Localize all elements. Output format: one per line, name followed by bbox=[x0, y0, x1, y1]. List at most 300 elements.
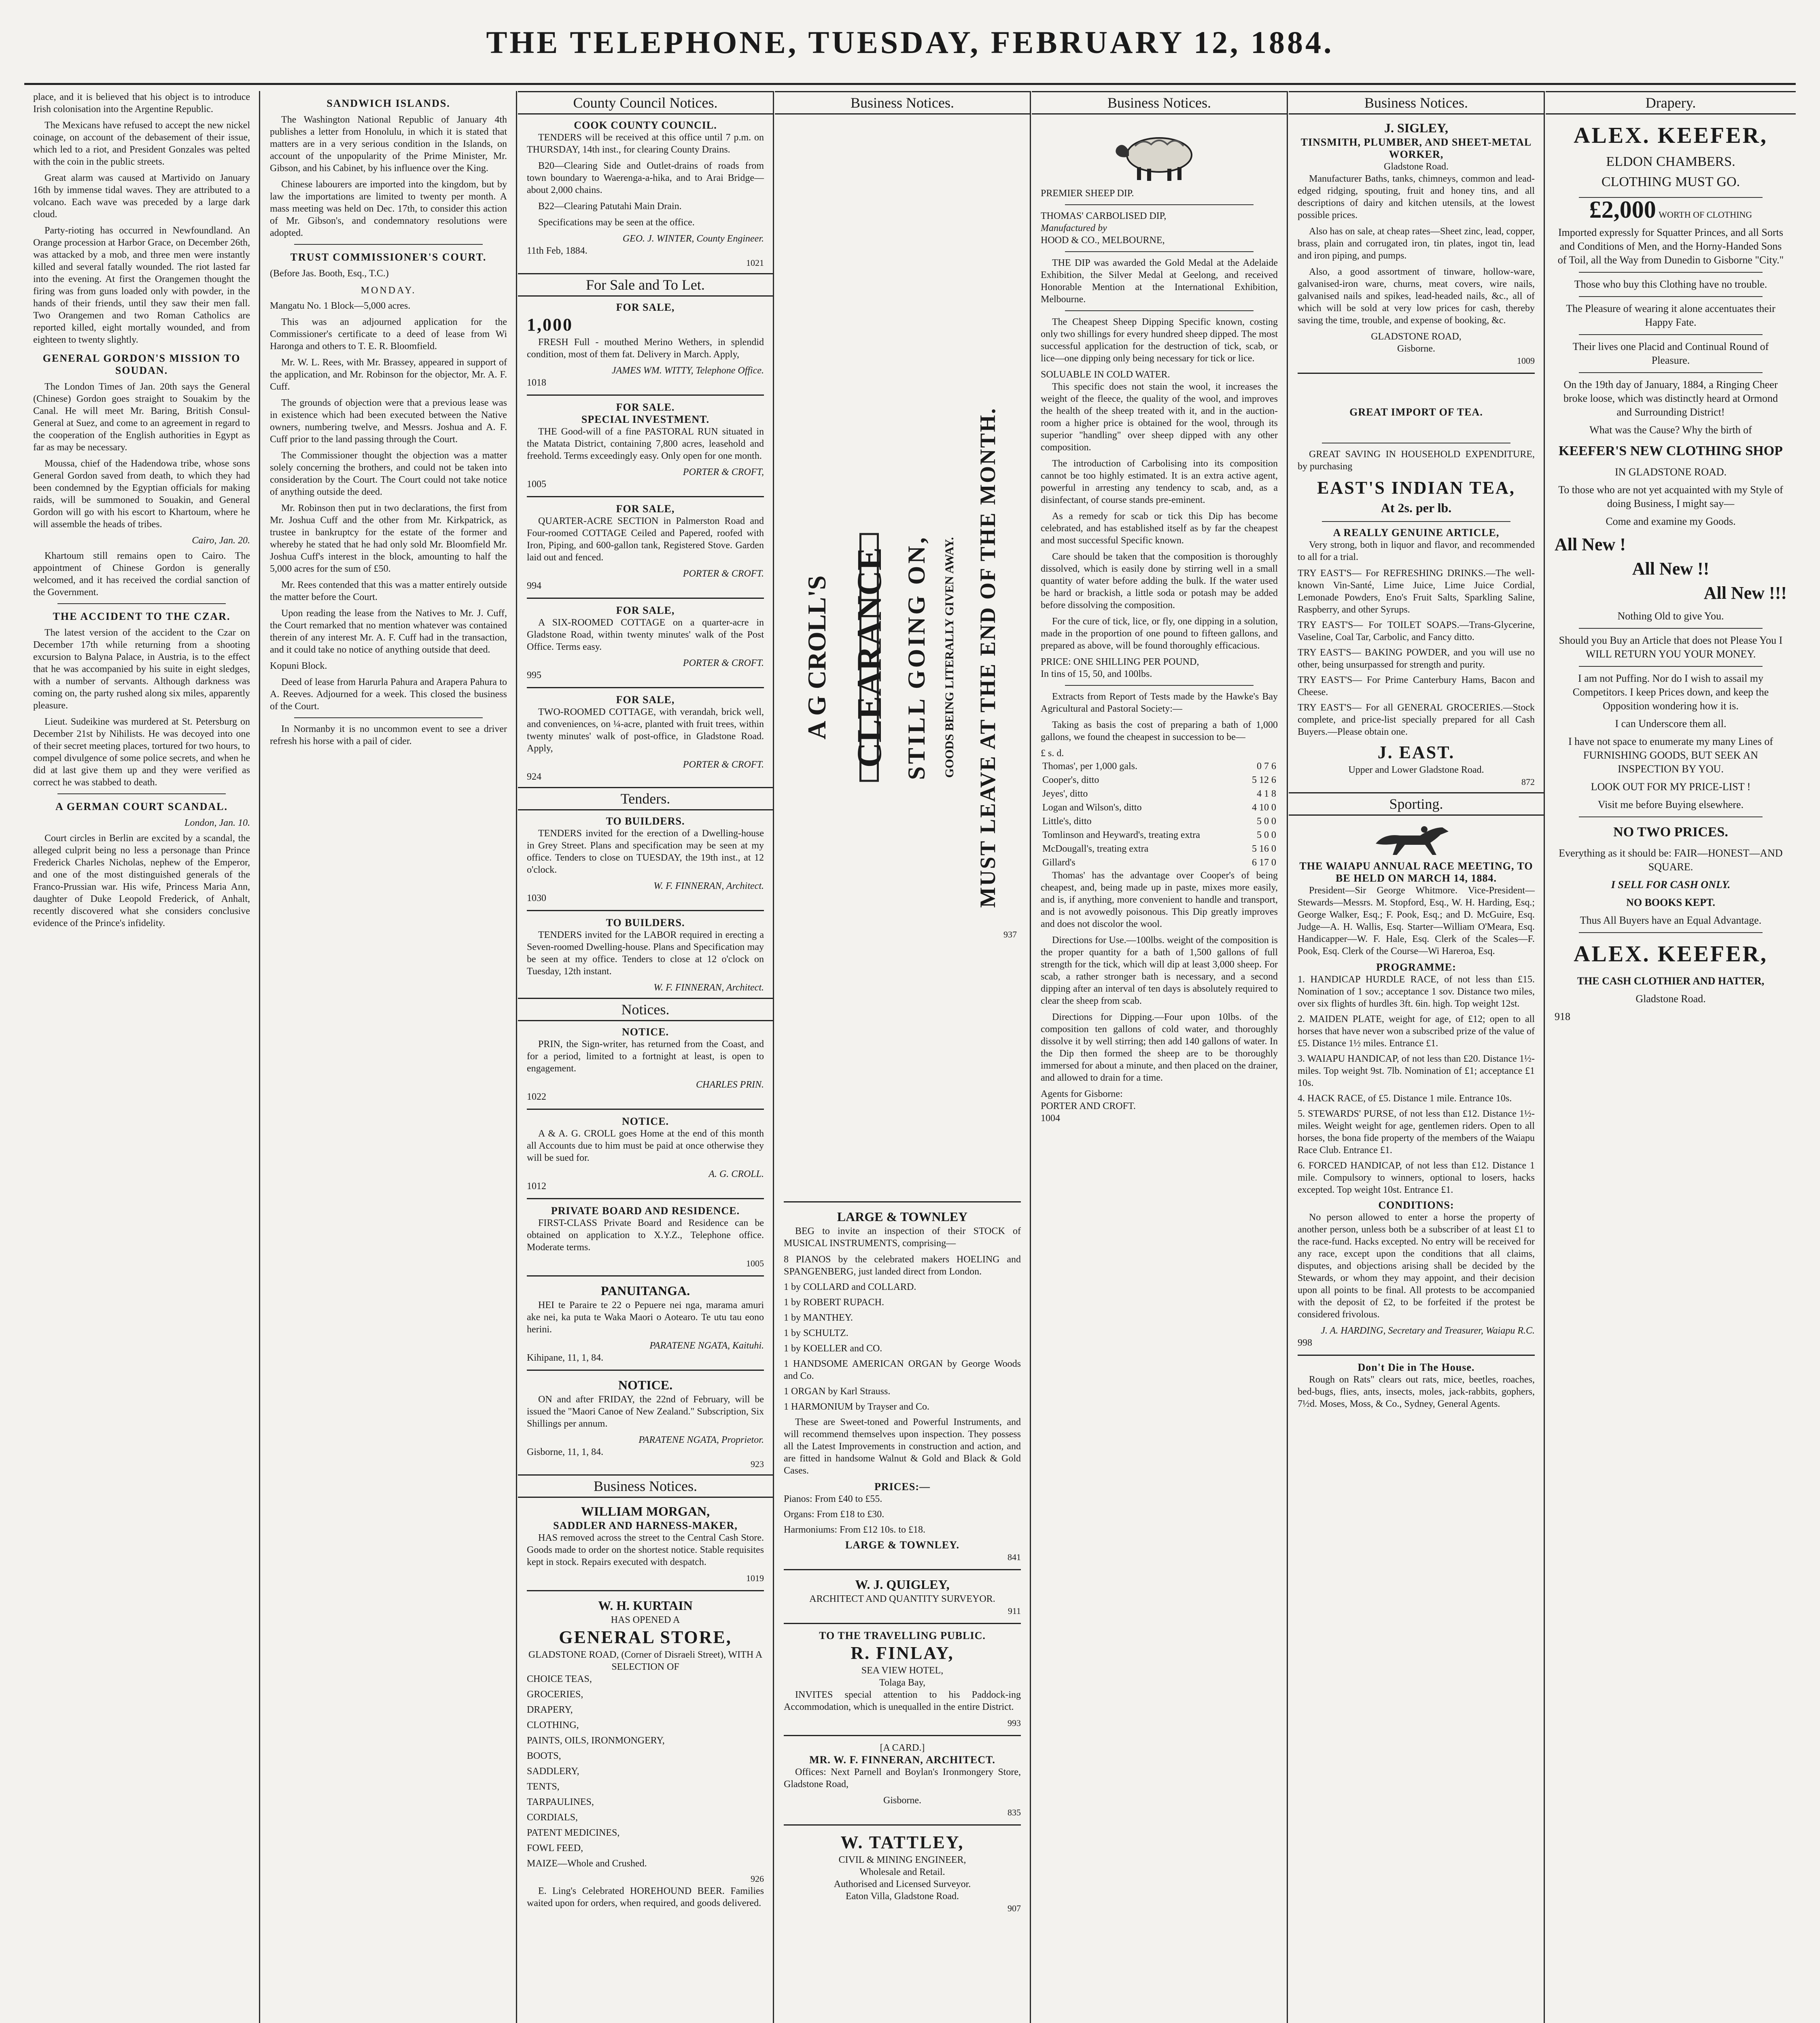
ad-big: 1,000 bbox=[527, 315, 573, 335]
price-table-value: 4 1 8 bbox=[1257, 789, 1276, 799]
race-programme-item: 4. HACK RACE, of £5. Distance 1 mile. Entrance 10s. bbox=[1298, 1093, 1512, 1104]
article-paragraph: Lieut. Sudeikine was murdered at St. Petersburg on December 21st by Nihilists. He was decoyed into one of their secret meeting places, tortured for two hours, to compel divulgence of some police secrets, and when he did at last give them up and they were verified as correct he was stabbed to death. bbox=[33, 717, 250, 788]
ad-header: FOR SALE, bbox=[616, 604, 675, 616]
ad-header: GREAT IMPORT OF TEA. bbox=[1349, 406, 1483, 418]
drapery-text: Come and examine my Goods. bbox=[1606, 515, 1736, 527]
store-item: CLOTHING, bbox=[527, 1720, 579, 1730]
ad-east-tea bbox=[1298, 406, 1535, 788]
ad-separator bbox=[1579, 666, 1763, 667]
ad-county-council bbox=[527, 119, 764, 269]
ad-sale-cottage bbox=[527, 604, 764, 681]
ad-text: Very strong, both in liquor and flavor, and recommended to all for a trial. bbox=[1298, 540, 1535, 562]
drapery-text: Nothing Old to give You. bbox=[1617, 610, 1724, 622]
column-rule bbox=[1544, 91, 1545, 2023]
court-block: Mangatu No. 1 Block—5,000 acres. bbox=[270, 301, 411, 311]
store-item: MAIZE—Whole and Crushed. bbox=[527, 1858, 647, 1869]
ad-number: 911 bbox=[1008, 1606, 1021, 1616]
sheep-icon bbox=[1113, 127, 1206, 183]
drapery-text: Should you Buy an Article that does not Please You I WILL RETURN YOU YOUR MONEY. bbox=[1559, 634, 1783, 660]
article-paragraph: Court circles in Berlin are excited by a scandal, the alleged culprit being no less a personage than Prince Frederick Charles Nicholas, nephew of the Emperor, and one of the most distinguished generals of the Franco-Prussian war. His wife, Princess Maria Ann, daughter of Duke Leopold Frederick, of Anhalt, recently discovered what she considers conclusive evidence of the Prince's infidelity. bbox=[33, 833, 250, 929]
article-heading: THE ACCIDENT TO THE CZAR. bbox=[53, 611, 231, 622]
ad-date: Gisborne, 11, 1, 84. bbox=[527, 1447, 604, 1457]
drapery-text: I am not Puffing. Nor do I wish to assail my Competitors. I keep Prices down, and keep the Opposition wondering how it is. bbox=[1572, 672, 1769, 712]
ad-tender-2 bbox=[527, 917, 764, 994]
ad-separator bbox=[1065, 685, 1254, 686]
ad-text: Taking as basis the cost of preparing a bath of 1,000 gallons, we found the cheapest in succession to be— bbox=[1041, 720, 1278, 742]
ad-text: TWO-ROOMED COTTAGE, with verandah, brick well, and conveniences, on ¼-acre, planted with fruit trees, within twenty minutes' walk of post-office, in Gladstone Road. Apply, bbox=[527, 707, 764, 754]
ad-separator bbox=[527, 1590, 764, 1591]
ad-number: 926 bbox=[751, 1874, 764, 1884]
ad-header: SADDLER AND HARNESS-MAKER, bbox=[553, 1520, 738, 1531]
ad-text: A SIX-ROOMED COTTAGE on a quarter-acre in Gladstone Road, within twenty minutes' walk of the Post Office. Terms easy. bbox=[527, 617, 764, 652]
ad-address: Upper and Lower Gladstone Road. bbox=[1348, 765, 1484, 775]
article-heading: A GERMAN COURT SCANDAL. bbox=[55, 801, 228, 812]
dateline: Cairo, Jan. 20. bbox=[192, 535, 250, 546]
ad-name: MR. W. F. FINNERAN, ARCHITECT. bbox=[809, 1754, 995, 1766]
drapery-text: Thus All Buyers have an Equal Advantage. bbox=[1580, 914, 1762, 926]
price-table-value: 0 7 6 bbox=[1257, 761, 1276, 772]
ad-signature: PORTER & CROFT. bbox=[683, 759, 764, 770]
article-separator bbox=[294, 717, 483, 718]
article-paragraph: The London Times of Jan. 20th says the General (Chinese) Gordon goes straight to Souakim by the Canal. He will meet Mr. Baring, British Consul-General at Suez, and come to an agreement in regard to the cooperation of the English authorities in Egypt as far as may be necessary. bbox=[33, 382, 250, 453]
ad-header: FOR SALE, bbox=[616, 503, 675, 515]
ad-header: CONDITIONS: bbox=[1378, 1199, 1454, 1211]
ad-text: TENDERS invited for the erection of a Dwelling-house in Grey Street. Plans and specification may be seen at my office. Tenders to close on TUESDAY, the 19th inst., at 12 o'clock. bbox=[527, 828, 764, 875]
article-separator bbox=[57, 603, 226, 604]
ad-subheader: SEA VIEW HOTEL, bbox=[861, 1665, 944, 1676]
ad-header: PRICES:— bbox=[874, 1481, 930, 1493]
price-table-name: Thomas', per 1,000 gals. bbox=[1042, 761, 1137, 772]
ad-panuitanga bbox=[527, 1282, 764, 1364]
ad-number: 1004 bbox=[1041, 1113, 1060, 1124]
ad-separator bbox=[784, 1569, 1021, 1570]
ad-sale-wethers bbox=[527, 301, 764, 389]
ad-number: 924 bbox=[527, 772, 541, 782]
ad-number: 995 bbox=[527, 670, 541, 681]
keefer-worth-amount: £2,000 bbox=[1589, 196, 1656, 223]
ad-name: WILLIAM MORGAN, bbox=[581, 1504, 710, 1518]
ad-number: 872 bbox=[1521, 777, 1535, 787]
ad-morgan bbox=[527, 1503, 764, 1584]
ad-separator bbox=[1579, 932, 1763, 933]
rotated-clearance: CLEARANCE bbox=[859, 533, 879, 782]
drapery-text: Visit me before Buying elsewhere. bbox=[1597, 799, 1744, 810]
article-paragraph: Party-rioting has occurred in Newfoundland. An Orange procession at Harbor Grace, on December 26th, was attacked by a mob, and three men were instantly killed and several fatally wounded. The riot lasted far into the evening. At first the Orangemen thought the firing was from guns loaded only with powder, in the hands of their friends, until they saw their men fall. Two Orangemen and two Roman Catholics are reported killed, eight mortally wounded, and from eighteen to twenty slightly. bbox=[33, 225, 250, 345]
drapery-text: IN GLADSTONE ROAD. bbox=[1614, 466, 1727, 478]
race-programme-item: 3. WAIAPU HANDICAP, of not less than £20. Distance 1½-miles. Top weight 9st. 7lb. Nomination of £1; acceptance £1 10s. bbox=[1298, 1054, 1535, 1088]
ad-text: THE DIP was awarded the Gold Medal at the Adelaide Exhibition, the Silver Medal at Geelong, and received Honorable Mention at the International Exhibition, Melbourne. bbox=[1041, 258, 1278, 305]
ad-separator bbox=[1579, 816, 1763, 817]
ad-date: Kihipane, 11, 1, 84. bbox=[527, 1353, 604, 1363]
ad-agent-label: Agents for Gisborne: bbox=[1041, 1089, 1123, 1099]
ad-signature: JAMES WM. WITTY, Telephone Office. bbox=[611, 365, 764, 376]
price-table bbox=[1041, 759, 1278, 869]
ad-item-list bbox=[527, 1673, 764, 1870]
ad-notice-canoe bbox=[527, 1376, 764, 1470]
section-heading: County Council Notices. bbox=[518, 91, 773, 115]
ad-header: TINSMITH, PLUMBER, AND SHEET-METAL WORKER, bbox=[1300, 136, 1532, 160]
ad-text: PRIN, the Sign-writer, has returned from the Coast, and for a period, limited to a fortnight at least, is open to engagement. bbox=[527, 1039, 764, 1074]
column-news-2 bbox=[261, 91, 516, 2023]
ad-number: 918 bbox=[1555, 1011, 1570, 1022]
ad-text: Also has on sale, at cheap rates—Sheet zinc, lead, copper, brass, plain and corrugated iron, tin plates, ingot tin, lead and iron piping, and pumps. bbox=[1298, 226, 1535, 261]
ad-text: Rough on Rats" clears out rats, mice, beetles, roaches, bed-bugs, flies, ants, insects, moles, jack-rabbits, gophers, 7½d. Moses, Moss, & Co., Sydney, General Agents. bbox=[1298, 1374, 1535, 1409]
try-east-item: TRY EAST'S— For TOILET SOAPS.—Trans-Glycerine, Vaseline, Coal Tar, Carbolic, and Fancy ditto. bbox=[1298, 620, 1535, 643]
store-item: PAINTS, OILS, IRONMONGERY, bbox=[527, 1735, 665, 1746]
ad-signature: CHARLES PRIN. bbox=[696, 1079, 764, 1090]
ad-item-list bbox=[1298, 567, 1535, 738]
price-table-name: Tomlinson and Heyward's, treating extra bbox=[1042, 830, 1200, 840]
price-table-name: Cooper's, ditto bbox=[1042, 775, 1099, 785]
ad-place: Gisborne. bbox=[1397, 344, 1435, 354]
price-table-name: Gillard's bbox=[1042, 857, 1075, 868]
ad-quigley bbox=[784, 1576, 1021, 1617]
ad-text: HAS removed across the street to the Central Cash Store. Goods made to order on the shortest notice. Stable requisites kept in stock. Repairs executed with despatch. bbox=[527, 1533, 764, 1567]
race-programme-item: 6. FORCED HANDICAP, of not less than £12. Distance 1 mile. Compulsory to winners, optional to losers, hacks excepted. Top weight 10st. Entrance £1. bbox=[1298, 1160, 1535, 1195]
section-heading: Business Notices. bbox=[1032, 91, 1287, 115]
article-heading: GENERAL GORDON'S MISSION TO SOUDAN. bbox=[42, 352, 241, 376]
ad-separator bbox=[1579, 272, 1763, 273]
price-item: Harmoniums: From £12 10s. to £18. bbox=[784, 1525, 926, 1535]
section-heading: Business Notices. bbox=[775, 91, 1030, 115]
ad-maker: HOOD & CO., MELBOURNE, bbox=[1041, 235, 1165, 246]
article-paragraph: This was an adjourned application for the Commissioner's certificate to a deed of lease from Wi Haronga and others to T. E. R. Bloomfield. bbox=[270, 317, 507, 352]
ad-header: PRIVATE BOARD AND RESIDENCE. bbox=[551, 1205, 740, 1217]
article-paragraph: Mr. Robinson then put in two declarations, the first from Mr. Joshua Cuff and the other from Mr. Kirkpatrick, as trustee in bankruptcy for the estate of the former and whereby he stated that he had only sold Mr. Bloomfield Mr. Joshua Cuff's interest in the block, amounting to half the 5,000 acres for the sum of £50. bbox=[270, 503, 507, 574]
drapery-text: LOOK OUT FOR MY PRICE-LIST ! bbox=[1591, 781, 1751, 793]
instrument-item: 8 PIANOS by the celebrated makers HOELING and SPANGENBERG, just landed direct from London. bbox=[784, 1254, 1021, 1277]
price-table-value: 5 16 0 bbox=[1252, 844, 1276, 854]
keefer-worth bbox=[1555, 196, 1787, 223]
ad-header: FOR SALE, bbox=[616, 694, 675, 706]
column-rule bbox=[1287, 91, 1288, 2023]
instrument-item: 1 by SCHULTZ. bbox=[784, 1328, 848, 1338]
article-paragraph: Mr. W. L. Rees, with Mr. Brassey, appeared in support of the application, and Mr. Robinson for the objector, Mr. A. F. Cuff. bbox=[270, 357, 507, 392]
ad-separator bbox=[784, 1824, 1021, 1826]
ad-separator bbox=[527, 1198, 764, 1199]
ad-separator bbox=[527, 496, 764, 497]
ad-separator bbox=[527, 1275, 764, 1277]
store-item: CORDIALS, bbox=[527, 1812, 578, 1823]
store-item: GROCERIES, bbox=[527, 1689, 583, 1700]
ad-price-list bbox=[784, 1493, 1021, 1536]
ad-separator bbox=[784, 1201, 1021, 1202]
article-paragraph: The Commissioner thought the objection was a matter solely concerning the brothers, and could not be taken into consideration by the Court. The Court could not take notice of anything outside the deed. bbox=[270, 450, 507, 497]
ad-number: 1019 bbox=[746, 1573, 764, 1583]
masthead-rule bbox=[24, 83, 1796, 85]
ad-separator bbox=[1065, 204, 1254, 205]
ad-text: TENDERS will be received at this office until 7 p.m. on THURSDAY, 14th inst., for clearing County Drains. bbox=[527, 132, 764, 155]
price-table-row bbox=[1041, 856, 1278, 869]
instrument-item: 1 by MANTHEY. bbox=[784, 1313, 853, 1323]
column-ads-sheep-dip bbox=[1032, 91, 1287, 2023]
article-paragraph: The Washington National Republic of January 4th publishes a letter from Honolulu, in which it is stated that matters are in a very serious condition in the Islands, on account of the unpopularity of the Prime Minister, Mr. Gibson, and his Cabinet, by his influence over the King. bbox=[270, 115, 507, 174]
ad-text: These are Sweet-toned and Powerful Instruments, and will recommend themselves upon inspection. They possess all the Latest Improvements in construction and action, and are fitted in handsome Walnut & Gold and Black & Gold Cases. bbox=[784, 1417, 1021, 1476]
ad-subheader: THOMAS' CARBOLISED DIP, bbox=[1041, 211, 1167, 221]
ad-subheader: HAS OPENED A bbox=[611, 1615, 680, 1625]
instrument-item: 1 HANDSOME AMERICAN ORGAN by George Woods and Co. bbox=[784, 1359, 1021, 1381]
ad-number: 923 bbox=[751, 1459, 764, 1469]
ad-text: QUARTER-ACRE SECTION in Palmerston Road and Four-roomed COTTAGE Ceiled and Papered, roofed with Iron, Piping, and 600-gallon tank, Registered Stove. Garden laid out and fenced. bbox=[527, 516, 764, 563]
keefer-worth-sub: WORTH OF CLOTHING bbox=[1659, 210, 1752, 220]
ad-text: BEG to invite an inspection of their STOCK of MUSICAL INSTRUMENTS, comprising— bbox=[784, 1226, 1021, 1249]
ad-text: Directions for Dipping.—Four upon 10lbs. of the composition ten gallons of cold water, and thoroughly dissolve it by well stirring; then add 140 gallons of water. In the Dip then formed the sheep are to be thoroughly immersed for about a minute, and then placed on the drainer, and allowed to drain for a time. bbox=[1041, 1012, 1278, 1083]
court-block: Kopuni Block. bbox=[270, 661, 327, 671]
dateline: London, Jan. 10. bbox=[185, 818, 250, 828]
column-rule bbox=[259, 91, 260, 2023]
ad-text: THE Good-will of a fine PASTORAL RUN situated in the Matata District, containing 7,800 acres, leasehold and freehold. Terms exceedingly easy. Only open for one month. bbox=[527, 426, 764, 461]
ad-place: Tolaga Bay, bbox=[879, 1677, 926, 1688]
ad-name: R. FINLAY, bbox=[851, 1643, 954, 1663]
ad-text: As a remedy for scab or tick this Dip has become celebrated, and has established itself as by far the cheapest and most successful Specific known. bbox=[1041, 511, 1278, 546]
court-subtitle: (Before Jas. Booth, Esq., T.C.) bbox=[270, 268, 389, 279]
ad-race-meeting bbox=[1298, 860, 1535, 1349]
ad-large-townley bbox=[784, 1208, 1021, 1563]
ad-text: FRESH Full - mouthed Merino Wethers, in splendid condition, most of them fat. Delivery in March. Apply, bbox=[527, 337, 764, 360]
ad-sale-section bbox=[527, 503, 764, 592]
ad-text: The Cheapest Sheep Dipping Specific known, costing only two shillings for every hundred sheep dipped. The most successful application for the destruction of tick, scab, or lice—one dipping only being necessary for tick or lice. bbox=[1041, 317, 1278, 364]
drapery-text: I SELL FOR CASH ONLY. bbox=[1611, 879, 1731, 891]
ad-separator bbox=[527, 394, 764, 396]
ad-text: Manufacturer Baths, tanks, chimneys, common and lead-edged ridging, spouting, fruit and honey tins, and all descriptions of dairy and kitchen utensils, at the lowest possible prices. bbox=[1298, 174, 1535, 221]
ad-header: A REALLY GENUINE ARTICLE, bbox=[1333, 527, 1500, 539]
ad-header: THE WAIAPU ANNUAL RACE MEETING, TO BE HELD ON MARCH 14, 1884. bbox=[1299, 860, 1533, 884]
newspaper-title: THE TELEPHONE, TUESDAY, FEBRUARY 12, 1884. bbox=[486, 25, 1334, 60]
ad-text: Care should be taken that the composition is thoroughly dissolved, which is easily done by stirring well in a small quantity of water before adding the bulk. If the water used be hard or brackish, a little soda or potash may be added before dissolving the composition. bbox=[1041, 551, 1278, 611]
ad-subheader: CIVIL & MINING ENGINEER, bbox=[838, 1855, 966, 1865]
article-paragraph: Moussa, chief of the Hadendowa tribe, whose sons General Gordon saved from death, to which they had been condemned by the Egyptian officials for making raids, will be summoned to Souakin, and General Gordon will go with his escort to Khartoum, where he will assemble the heads of tribes. bbox=[33, 458, 250, 530]
ad-header: PRICE: ONE SHILLING PER POUND, bbox=[1041, 657, 1199, 667]
instrument-item: 1 ORGAN by Karl Strauss. bbox=[784, 1386, 891, 1397]
ad-separator bbox=[527, 598, 764, 599]
masthead bbox=[0, 24, 1820, 85]
article-paragraph: In Normanby it is no uncommon event to see a driver refresh his horse with a pail of cider. bbox=[270, 724, 507, 746]
drapery-text: On the 19th day of January, 1884, a Ringing Cheer broke loose, which was distinctly heard at Ormond and Surrounding District! bbox=[1563, 379, 1778, 418]
ad-separator bbox=[1298, 373, 1535, 374]
ad-rough-on-rats bbox=[1298, 1361, 1535, 1410]
drapery-text: To those who are not yet acquainted with my Style of doing Business, I might say— bbox=[1558, 484, 1783, 509]
ad-header: [A CARD.] bbox=[880, 1743, 925, 1753]
race-programme-item: 1. HANDICAP HURDLE RACE, of not less than £15. Nomination of 1 sov.; acceptance 1 sov. Distance two miles, over six flights of hurdles 3ft. 6in. high. Top weight 12st. bbox=[1298, 974, 1535, 1009]
ad-big: GENERAL STORE, bbox=[559, 1627, 732, 1647]
column-rule bbox=[516, 91, 517, 2023]
ad-text: Also, a good assortment of tinware, hollow-ware, galvanised-iron ware, churns, meat covers, wire nails, galvanised nails and spikes, lead-headed nails, &c., all of which will be sold at very low prices for cash, thereby saving the time, trouble, and expense of booking, &c. bbox=[1298, 267, 1535, 326]
ad-number: 1030 bbox=[527, 893, 546, 903]
ad-text: TENDERS invited for the LABOR required in erecting a Seven-roomed Dwelling-house. Plans and Specification may be seen at my office. Tenders to close at 12 o'clock on Tuesday, 12th instant. bbox=[527, 930, 764, 977]
instrument-item: 1 HARMONIUM by Trayser and Co. bbox=[784, 1402, 930, 1412]
ad-name: W. J. QUIGLEY, bbox=[855, 1577, 950, 1592]
price-table-row bbox=[1041, 801, 1278, 814]
ad-name: J. SIGLEY, bbox=[1384, 121, 1448, 135]
ad-signature: A. G. CROLL. bbox=[708, 1169, 764, 1179]
all-new-3: All New !!! bbox=[1703, 583, 1787, 603]
keefer-signature-address: Gladstone Road. bbox=[1635, 993, 1706, 1005]
ad-subheader: In tins of 15, 50, and 100lbs. bbox=[1041, 669, 1152, 679]
ad-signature: GEO. J. WINTER, County Engineer. bbox=[622, 233, 764, 244]
racehorse-icon bbox=[1364, 821, 1469, 858]
ad-number: 1018 bbox=[527, 377, 546, 388]
ad-separator bbox=[1579, 334, 1763, 335]
ad-address: Eaton Villa, Gladstone Road. bbox=[845, 1891, 959, 1902]
drapery-text: The Pleasure of wearing it alone accentuates their Happy Fate. bbox=[1566, 303, 1775, 328]
ad-subheader: Manufactured by bbox=[1041, 223, 1107, 233]
rotated-still-going: STILL GOING ON, bbox=[903, 535, 930, 780]
price-table-row bbox=[1041, 787, 1278, 801]
ad-title: PREMIER SHEEP DIP. bbox=[1041, 188, 1134, 199]
price-item: Pianos: From £40 to £55. bbox=[784, 1494, 882, 1504]
instrument-item: 1 by ROBERT RUPACH. bbox=[784, 1297, 884, 1308]
ad-price: At 2s. per lb. bbox=[1381, 500, 1452, 515]
keefer-signature-name: ALEX. KEEFER, bbox=[1574, 942, 1768, 967]
ad-signature: PARATENE NGATA, Proprietor. bbox=[638, 1435, 764, 1445]
ad-separator bbox=[784, 1735, 1021, 1736]
drapery-text: I have not space to enumerate my many Lines of FURNISHING GOODS, BUT SEEK AN INSPECTION BY YOU. bbox=[1568, 736, 1773, 775]
ad-header: TO BUILDERS. bbox=[606, 917, 685, 929]
try-east-item: TRY EAST'S— For all GENERAL GROCERIES.—Stock complete, and price-list specially prepared for all Cash Buyers.—Please obtain one. bbox=[1298, 702, 1535, 737]
ad-text: Directions for Use.—100lbs. weight of the composition is the proper quantity for a bath of 1,500 gallons of full strength for the tick, which will dip at least 3,000 sheep. For scab, a rather stronger bath is necessary, and a second dipping after an interval of ten days is absolutely required to clear the sheep from scab. bbox=[1041, 935, 1278, 1006]
ad-sale-run bbox=[527, 401, 764, 490]
ad-signature: PARATENE NGATA, Kaituhi. bbox=[649, 1340, 764, 1351]
article-paragraph: Deed of lease from Harurla Pahura and Arapera Pahura to A. Reeves. Adjourned for a week. This closed the business of the Court. bbox=[270, 677, 507, 712]
ad-number: 835 bbox=[1008, 1807, 1021, 1817]
race-programme-item: 5. STEWARDS' PURSE, of not less than £12. Distance 1½-miles. Weight weight for age, gentlemen riders. Open to all horses, the bona fide property of the members of the Waiapu Race Club. Entrance £1. bbox=[1298, 1109, 1535, 1156]
ad-number: 1005 bbox=[746, 1258, 764, 1268]
ad-header: TO THE TRAVELLING PUBLIC. bbox=[819, 1630, 986, 1641]
ad-number: 907 bbox=[1008, 1903, 1021, 1913]
ad-finlay bbox=[784, 1630, 1021, 1729]
drapery-text: What was the Cause? Why the birth of bbox=[1589, 424, 1752, 436]
price-table-name: Logan and Wilson's, ditto bbox=[1042, 802, 1142, 813]
ad-header: PROGRAMME: bbox=[1376, 961, 1456, 973]
ad-text: The introduction of Carbolising into its composition cannot be too highly estimated. It is an extra active agent, powerful in arresting any tendency to scab, and, as a disinfectant, of course stands pre-eminent. bbox=[1041, 458, 1278, 505]
price-table-row bbox=[1041, 828, 1278, 842]
ad-sale-two-roomed bbox=[527, 694, 764, 783]
article-paragraph: The latest version of the accident to the Czar on December 17th while returning from a shooting excursion to Balyna Palace, in Austria, is to the effect that he was accompanied by his suite in eight sledges, with a number of servants. Although darkness was coming on, the party rushed along six miles, apparently pleasure. bbox=[33, 628, 250, 711]
article-paragraph: place, and it is believed that his object is to introduce Irish colonisation into the Argentine Republic. bbox=[33, 92, 250, 115]
ad-tattley bbox=[784, 1831, 1021, 1915]
ad-header: SOLUABLE IN COLD WATER. bbox=[1041, 369, 1170, 380]
article-paragraph: Khartoum still remains open to Cairo. The appointment of Chinese Gordon is generally welcomed, and it has received the cordial sanction of the Government. bbox=[33, 551, 250, 598]
column-news-1 bbox=[24, 91, 259, 2023]
race-programme-item: 2. MAIDEN PLATE, weight for age, of £12; open to all horses that have never won a subscribed prize of the value of £5. Distance 1½ miles. Entrance £1. bbox=[1298, 1014, 1535, 1049]
price-table-value: 5 0 0 bbox=[1257, 816, 1276, 827]
ad-number: 998 bbox=[1298, 1338, 1312, 1348]
ad-board-residence bbox=[527, 1205, 764, 1270]
ad-number: 937 bbox=[1003, 929, 1017, 939]
ad-big: EAST'S INDIAN TEA, bbox=[1317, 478, 1515, 498]
price-table-name: Little's, ditto bbox=[1042, 816, 1092, 827]
ad-address: GLADSTONE ROAD, bbox=[1371, 331, 1462, 342]
court-day: MONDAY. bbox=[361, 285, 416, 296]
all-new-1: All New ! bbox=[1555, 534, 1626, 554]
price-table-row bbox=[1041, 759, 1278, 773]
ad-signature: LARGE & TOWNLEY. bbox=[845, 1539, 960, 1551]
price-table-value: 5 12 6 bbox=[1252, 775, 1276, 785]
ad-sigley bbox=[1298, 119, 1535, 367]
ad-subheader: ARCHITECT AND QUANTITY SURVEYOR. bbox=[809, 1594, 995, 1604]
ad-number: 841 bbox=[1008, 1552, 1021, 1562]
store-item: TARPAULINES, bbox=[527, 1797, 594, 1807]
price-table-name: Jeyes', ditto bbox=[1042, 789, 1088, 799]
ad-text: For the cure of tick, lice, or fly, one dipping in a solution, made in the proportion of one pound to fifteen gallons, and prepared as above, will be found thoroughly efficacious. bbox=[1041, 616, 1278, 651]
ad-header: FOR SALE, bbox=[616, 301, 675, 313]
ad-text: No person allowed to enter a horse the property of another person, unless both be a subscriber of at least £1 to the race-fund. Hacks excepted. No entry will be received for any race, except upon the conditions that all claims, disputes, and objections arising shall be decided by the Stewards, or whom they may appoint, and their decision upon all points to be final. All protests to be accompanied with the deposit of £2, to be forfeited if the protest be considered frivolous. bbox=[1298, 1212, 1535, 1320]
try-east-item: TRY EAST'S— For Prime Canterbury Hams, Bacon and Cheese. bbox=[1298, 675, 1535, 698]
price-table-value: 4 10 0 bbox=[1252, 802, 1276, 813]
ad-text: GREAT SAVING IN HOUSEHOLD EXPENDITURE, by purchasing bbox=[1298, 449, 1535, 472]
store-item: TENTS, bbox=[527, 1781, 560, 1792]
article-paragraph: The Mexicans have refused to accept the new nickel coinage, on account of the debasement of their issue, which led to a riot, and President Gonzales was pelted with the coin in the public streets. bbox=[33, 120, 250, 167]
section-heading: Business Notices. bbox=[1289, 91, 1544, 115]
store-item: FOWL FEED, bbox=[527, 1843, 583, 1853]
section-heading: For Sale and To Let. bbox=[518, 273, 773, 297]
ad-finneran-card bbox=[784, 1742, 1021, 1819]
keefer-signature-sub: THE CASH CLOTHIER AND HATTER, bbox=[1577, 975, 1765, 987]
ad-address: Gladstone Road. bbox=[1384, 161, 1449, 172]
price-item: Organs: From £18 to £30. bbox=[784, 1509, 885, 1520]
ad-number: 1012 bbox=[527, 1181, 546, 1192]
ad-separator bbox=[527, 687, 764, 688]
ad-subheader: Authorised and Licensed Surveyor. bbox=[834, 1879, 971, 1889]
store-item: SADDLERY, bbox=[527, 1766, 579, 1777]
ad-signature: W. F. FINNERAN, Architect. bbox=[653, 881, 764, 891]
ad-number: 1021 bbox=[746, 258, 764, 268]
ad-number: 1009 bbox=[1517, 356, 1535, 366]
ad-name: LARGE & TOWNLEY bbox=[837, 1209, 968, 1224]
ad-number: 1022 bbox=[527, 1092, 546, 1102]
ad-signature: J. A. HARDING, Secretary and Treasurer, Waiapu R.C. bbox=[1321, 1325, 1535, 1336]
ad-text: INVITES special attention to his Paddock-ing Accommodation, which is unequalled in the entire District. bbox=[784, 1690, 1021, 1712]
column-ads-croll bbox=[775, 91, 1030, 2023]
column-drapery bbox=[1546, 91, 1796, 2023]
price-table-name: McDougall's, treating extra bbox=[1042, 844, 1149, 854]
store-item: PATENT MEDICINES, bbox=[527, 1828, 620, 1838]
ad-separator bbox=[1298, 1355, 1535, 1356]
drapery-text: NO TWO PRICES. bbox=[1613, 825, 1728, 840]
ad-name: J. EAST. bbox=[1377, 742, 1455, 762]
column-ads-council bbox=[518, 91, 773, 2023]
try-east-item: TRY EAST'S— For REFRESHING DRINKS.—The well-known Vin-Santé, Lime Juice, Lime Juice Cordial, Lemonade Powders, Eno's Fruit Salts, Sparkling Saline, Raspberry, and other Syrups. bbox=[1298, 568, 1535, 615]
article-separator bbox=[294, 244, 483, 245]
article-paragraph: Chinese labourers are imported into the kingdom, but by law the importations are limited to twenty per month. A mass meeting was held on Dec. 17th, to consider this action of Mr. Gibson's, and condemnatory resolutions were adopted. bbox=[270, 179, 507, 238]
price-table-row bbox=[1041, 842, 1278, 856]
ad-header: FOR SALE. bbox=[616, 401, 675, 413]
ad-text: Thomas' has the advantage over Cooper's of being cheapest, and, being made up in paste, mixes more easily, and is, if anything, more convenient to handle and transport, and is not avowedly poisonous. This Dip greatly improves and does not discolor the wool. bbox=[1041, 870, 1278, 929]
price-table-row bbox=[1041, 814, 1278, 828]
column-rule bbox=[773, 91, 774, 2023]
ad-text: HEI te Paraire te 22 o Pepuere nei nga, marama amuri ake nei, ka puta te Waka Maori o Aotearo. Te utu tau eono herini. bbox=[527, 1300, 764, 1335]
keefer-must-go: CLOTHING MUST GO. bbox=[1601, 174, 1740, 189]
section-heading: Business Notices. bbox=[518, 1474, 773, 1498]
instrument-item: 1 by KOELLER and CO. bbox=[784, 1343, 882, 1354]
ad-separator bbox=[1065, 310, 1254, 311]
ad-agent-name: PORTER AND CROFT. bbox=[1041, 1101, 1136, 1111]
drapery-text: Everything as it should be: FAIR—HONEST—AND SQUARE. bbox=[1559, 847, 1783, 873]
ad-signature: PORTER & CROFT, bbox=[683, 467, 764, 477]
ad-header: PANUITANGA. bbox=[600, 1283, 690, 1298]
ad-item-list bbox=[784, 1253, 1021, 1413]
ad-notice-prin bbox=[527, 1026, 764, 1103]
ad-separator bbox=[527, 1370, 764, 1371]
ad-signature: PORTER & CROFT. bbox=[683, 568, 764, 579]
price-table-value: 5 0 0 bbox=[1257, 830, 1276, 840]
ad-text: ON and after FRIDAY, the 22nd of February, will be issued the "Maori Canoe of New Zealand." Subscription, Six Shillings per annum. bbox=[527, 1394, 764, 1429]
ad-text: E. Ling's Celebrated HOREHOUND BEER. Families waited upon for orders, when required, and goods delivered. bbox=[527, 1886, 764, 1908]
ad-signature: PORTER & CROFT. bbox=[683, 658, 764, 668]
price-table-row bbox=[1041, 773, 1278, 787]
keefer-shop: KEEFER'S NEW CLOTHING SHOP bbox=[1559, 443, 1783, 458]
drapery-text: NO BOOKS KEPT. bbox=[1626, 897, 1715, 908]
